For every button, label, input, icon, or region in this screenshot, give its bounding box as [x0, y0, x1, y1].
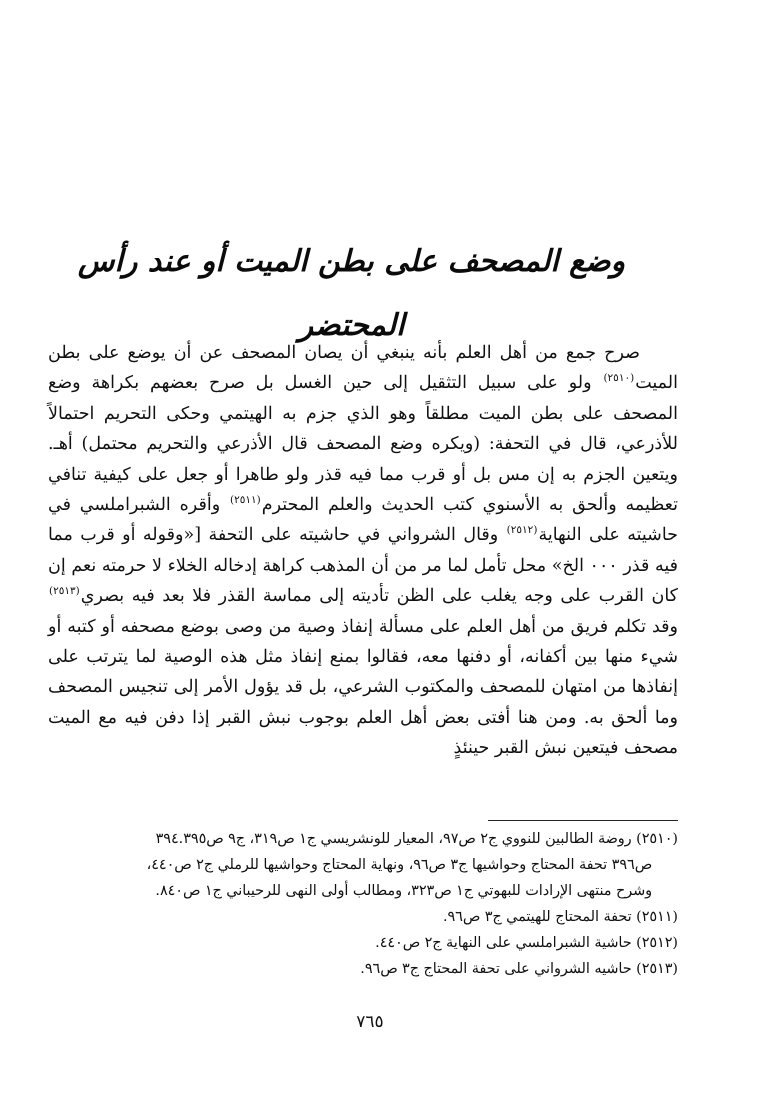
footnote-text: (٢٥١٢) حاشية الشبراملسي على النهاية ج٢ ص٤٤٠. [375, 935, 678, 951]
footnote-ref: (٢٥١٢) [506, 524, 538, 537]
footnote-text: ص٣٩٦ تحفة المحتاج وحواشيها ج٣ ص٩٦، ونهاية المحتاج وحواشيها للرملي ج٢ ص٤٤٠، [146, 857, 652, 873]
paragraph-text: وقد تكلم فريق من أهل العلم على مسألة إنفاذ وصية من وصى بوضع مصحفه أو كتبه أو شيء منها بين أكفانه، أو دفنها معه، فقالوا بمنع إنفاذ مثل هذه الوصية لما يترتب على إنفاذها من امتهان للمصحف والمكتوب الشرعي، بل قد يؤول الأمر إلى تنجيس المصحف وما ألحق به. ومن هنا أفتى بعض أهل العلم بوجوب نبش القبر إذا دفن فيه مع الميت مصحف فيتعين نبش القبر حينئذٍ [48, 616, 678, 759]
footnote [48, 904, 678, 930]
main-paragraph [48, 338, 678, 764]
footnote-text: (٢٥١٣) حاشيه الشرواني على تحفة المحتاج ج٣ ص٩٦. [360, 961, 678, 977]
paragraph-text: وأقره الشبراملسي في حاشيته على النهاية [48, 495, 678, 546]
footnote-divider [488, 820, 678, 821]
footnote-ref: (٢٥١١) [230, 494, 261, 507]
footnote [48, 956, 678, 982]
page-title: وضع المصحف على بطن الميت أو عند رأس المحتضر [77, 244, 626, 344]
page-number: ٧٦٥ [356, 1012, 384, 1032]
footnote-text: وشرح منتهى الإرادات للبهوتي ج١ ص٣٢٣، ومطالب أولى النهى للرحيباني ج١ ص٨٤٠. [155, 883, 652, 899]
footnote [48, 826, 678, 904]
paragraph-text: ولو على سبيل التثقيل إلى حين الغسل بل صرح بعضهم بكراهة وضع المصحف على بطن الميت مطلقاً وهو الذي جزم به الهيتمي وحكى التحريم احتمالاً للأذرعي، قال في التحفة: (ويكره وضع المصحف قال الأذرعي والتحريم محتمل) أهـ. ويتعين الجزم به إن مس بل أو قرب مما فيه قذر ولو طاهرا أو جعل على كيفية تنافي تعظيمه وألحق به الأسنوي كتب الحديث والعلم المحترم [48, 373, 678, 516]
paragraph-text: وقال الشرواني في حاشيته على التحفة [«وقوله أو قرب مما فيه قذر ٠٠٠ الخ» محل تأمل لما مر من أن المذهب كراهة إدخاله الخلاء لا حرمته نعم إن كان القرب على وجه يغلب على الظن تأديته إلى مماسة القذر فلا بعد فيه بصري [48, 525, 679, 607]
footnote-text: (٢٥١٠) روضة الطالبين للنووي ج٢ ص٩٧، المعيار للونشريسي ج١ ص٣١٩، ج٩ ص٣٩٤.٣٩٥ [155, 831, 678, 847]
footnote-ref: (٢٥١٠) [603, 372, 635, 385]
paragraph [48, 338, 678, 764]
footnotes [48, 826, 678, 982]
footnote [48, 930, 678, 956]
footnote-ref: (٢٥١٣) [49, 585, 80, 598]
paragraph-text: صرح جمع من أهل العلم بأنه ينبغي أن يصان المصحف عن أن يوضع على بطن الميت [48, 343, 678, 394]
footnote-text: (٢٥١١) تحفة المحتاج للهيتمي ج٣ ص٩٦. [442, 909, 678, 925]
